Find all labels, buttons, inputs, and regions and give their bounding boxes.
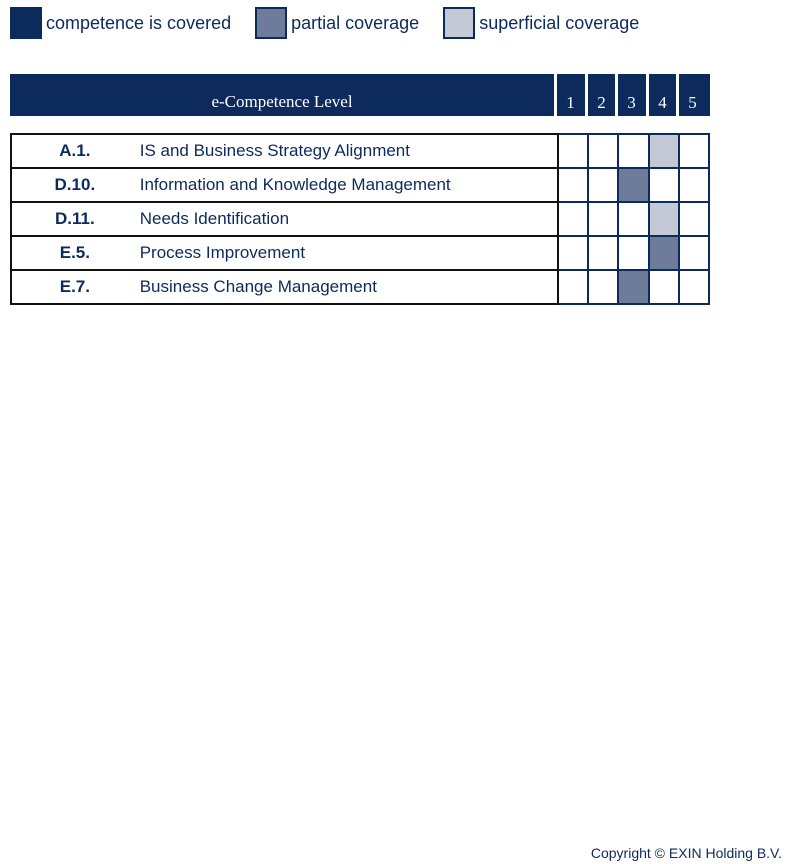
level-cell xyxy=(588,168,618,202)
level-cell xyxy=(618,168,648,202)
level-cell xyxy=(679,168,709,202)
table-row xyxy=(11,236,709,270)
legend-label-covered: competence is covered xyxy=(46,12,232,33)
level-cell xyxy=(558,236,588,270)
competence-name: Information and Knowledge Management xyxy=(138,168,558,202)
competence-name: Needs Identification xyxy=(138,202,558,236)
level-cell xyxy=(588,270,618,304)
level-cell xyxy=(618,270,648,304)
level-cell xyxy=(679,236,709,270)
table-row xyxy=(11,270,709,304)
table-row xyxy=(11,202,709,236)
legend-item-superficial xyxy=(443,7,639,39)
header-level-1 xyxy=(554,74,584,116)
competence-code: D.10. xyxy=(11,168,138,202)
level-cell xyxy=(649,168,679,202)
competence-name: Business Change Management xyxy=(138,270,558,304)
legend-swatch-superficial xyxy=(443,7,475,39)
header-level-3-label: 3 xyxy=(627,93,636,112)
competence-code: A.1. xyxy=(11,134,138,168)
table-row xyxy=(11,168,709,202)
header-title: e-Competence Level xyxy=(211,92,353,111)
table-row xyxy=(11,134,709,168)
legend-swatch-covered xyxy=(10,7,42,39)
competence-code: E.5. xyxy=(11,236,138,270)
level-cell xyxy=(588,134,618,168)
level-cell xyxy=(679,270,709,304)
header-level-5 xyxy=(676,74,706,116)
header-level-4 xyxy=(646,74,676,116)
header-level-4-label: 4 xyxy=(658,93,667,112)
legend-swatch-partial xyxy=(255,7,287,39)
table-header xyxy=(10,74,710,116)
competence-name: Process Improvement xyxy=(138,236,558,270)
level-cell xyxy=(649,236,679,270)
competence-name: IS and Business Strategy Alignment xyxy=(138,134,558,168)
level-cell xyxy=(558,270,588,304)
level-cell xyxy=(618,134,648,168)
header-level-3 xyxy=(615,74,645,116)
header-level-1-label: 1 xyxy=(566,93,575,112)
level-cell xyxy=(679,202,709,236)
header-level-2-label: 2 xyxy=(597,93,606,112)
level-cell xyxy=(558,168,588,202)
legend-label-partial: partial coverage xyxy=(291,12,420,33)
level-cell xyxy=(649,134,679,168)
level-cell xyxy=(558,202,588,236)
level-cell xyxy=(588,202,618,236)
competence-table xyxy=(10,133,710,305)
competence-code: E.7. xyxy=(11,270,138,304)
level-cell xyxy=(649,270,679,304)
legend-item-partial xyxy=(255,7,419,39)
level-cell xyxy=(679,134,709,168)
level-cell xyxy=(618,236,648,270)
level-cell xyxy=(649,202,679,236)
level-cell xyxy=(618,202,648,236)
legend xyxy=(10,7,663,39)
header-level-5-label: 5 xyxy=(688,93,697,112)
header-level-2 xyxy=(585,74,615,116)
competence-code: D.11. xyxy=(11,202,138,236)
legend-label-superficial: superficial coverage xyxy=(479,12,640,33)
legend-item-covered xyxy=(10,7,231,39)
level-cell xyxy=(558,134,588,168)
level-cell xyxy=(588,236,618,270)
copyright-text: Copyright © EXIN Holding B.V. xyxy=(590,845,782,861)
